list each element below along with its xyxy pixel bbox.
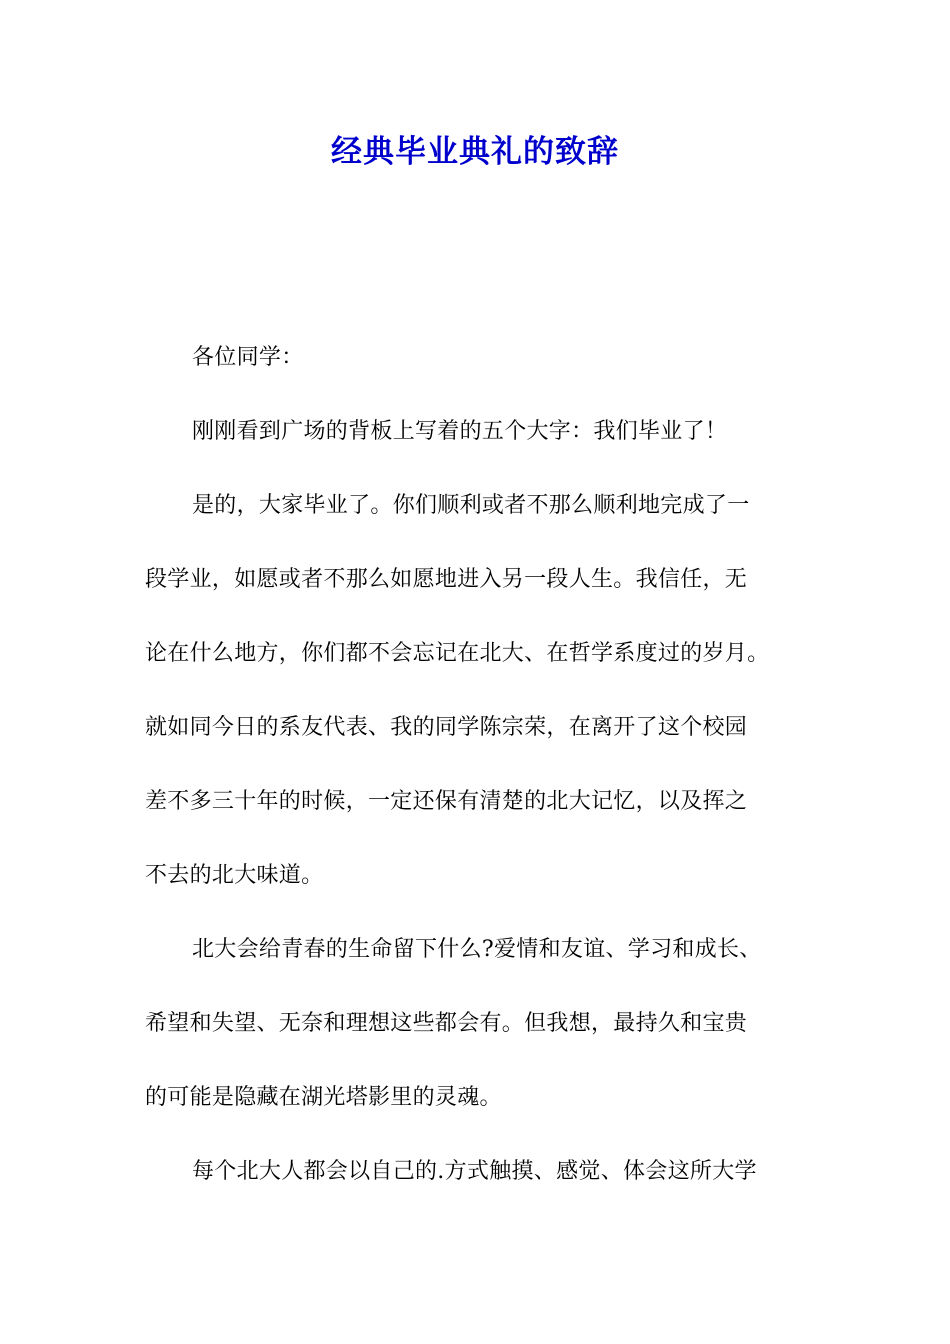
paragraph-line: 的可能是隐藏在湖光塔影里的灵魂。	[145, 1085, 502, 1110]
paragraph-line: 就如同今日的系友代表、我的同学陈宗荣，在离开了这个校园	[145, 715, 748, 740]
document-title: 经典毕业典礼的致辞	[331, 134, 619, 170]
paragraph-line: 差不多三十年的时候，一定还保有清楚的北大记忆，以及挥之	[145, 789, 748, 814]
paragraph-line: 不去的北大味道。	[145, 863, 324, 888]
paragraph-line: 北大会给青春的生命留下什么?爱情和友谊、学习和成长、	[192, 937, 762, 962]
paragraph-line: 刚刚看到广场的背板上写着的五个大字：我们毕业了！	[192, 419, 728, 444]
paragraph-line: 希望和失望、无奈和理想这些都会有。但我想，最持久和宝贵	[145, 1011, 748, 1036]
document-body	[145, 338, 815, 1226]
paragraph-line: 各位同学：	[192, 345, 304, 370]
paragraph-line: 是的，大家毕业了。你们顺利或者不那么顺利地完成了一	[192, 493, 750, 518]
paragraph-line: 论在什么地方，你们都不会忘记在北大、在哲学系度过的岁月。	[145, 641, 770, 666]
paragraph-line: 段学业，如愿或者不那么如愿地进入另一段人生。我信任，无	[145, 567, 748, 592]
paragraph-line: 每个北大人都会以自己的.方式触摸、感觉、体会这所大学	[192, 1159, 757, 1184]
